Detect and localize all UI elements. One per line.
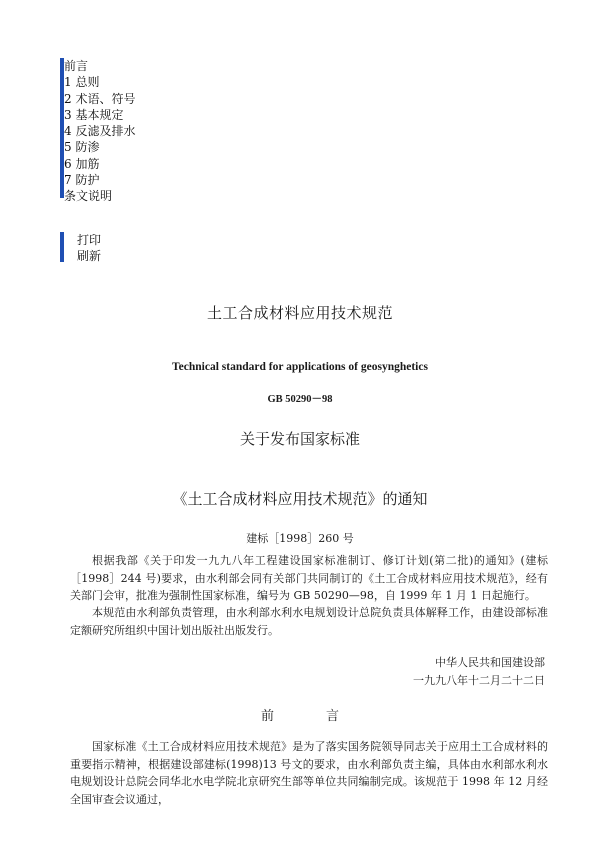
- toc-item-general[interactable]: 1 总则: [64, 75, 100, 90]
- toc-item-filtration[interactable]: 4 反滤及排水: [64, 124, 136, 139]
- notice-paragraph-1: 根据我部《关于印发一九九八年工程建设国家标准制订、修订计划(第二批)的通知》(建标［1998］244 号)要求，由水利部会同有关部门共同制订的《土工合成材料应用技术规范》，经有关部门会审，批准为强制性国家标准，编号为 GB 50290—98，自 1999 年 1 月 1 日起施行。: [70, 554, 548, 602]
- print-link[interactable]: 打印: [77, 233, 102, 247]
- toc-nav: [60, 58, 135, 205]
- document-number: 建标［1998］260 号: [246, 532, 354, 545]
- standard-code: GB 50290－98: [267, 394, 333, 405]
- notice-heading-1: 关于发布国家标准: [239, 430, 360, 448]
- doc-title-cn: 土工合成材料应用技术规范: [206, 304, 393, 322]
- toc-item-seepage[interactable]: 5 防渗: [64, 140, 100, 155]
- nav-actions: [60, 232, 101, 265]
- preface-heading-char-1: 前: [260, 709, 274, 724]
- preface-paragraph: 国家标准《土工合成材料应用技术规范》是为了落实国务院领导同志关于应用土工合成材料的重要指示精神，根据建设部建标(1998)13 号文的要求，由水利部负责主编，具体由水利部水利水电规划设计总院会同华北水电学院北京研究生部等单位共同编制完成。该规范于 1998 年 12 月经全国审查会议通过，: [70, 740, 548, 806]
- refresh-link[interactable]: 刷新: [77, 249, 102, 264]
- notice-heading-2: 《土工合成材料应用技术规范》的通知: [172, 490, 428, 508]
- preface-heading-char-2: 言: [326, 709, 340, 724]
- preface-heading: [0, 705, 600, 724]
- signature-date: 一九九八年十二月二十二日: [413, 674, 545, 687]
- toc-item-basic-rules[interactable]: 3 基本规定: [64, 107, 124, 122]
- notice-paragraph-2: 本规范由水利部负责管理，由水利部水利水电规划设计总院负责具体解释工作，由建设部标准定额研究所组织中国计划出版社出版发行。: [70, 606, 548, 637]
- toc-item-reinforcement[interactable]: 6 加筋: [64, 156, 100, 171]
- doc-title-en: Technical standard for applications of geosynghetics: [172, 361, 428, 373]
- signature-org: 中华人民共和国建设部: [435, 656, 545, 669]
- toc-item-explanation[interactable]: 条文说明: [64, 189, 113, 204]
- toc-item-protection[interactable]: 7 防护: [64, 173, 100, 188]
- toc-item-terms[interactable]: 2 术语、符号: [64, 91, 136, 106]
- toc-item-preface[interactable]: 前言: [64, 59, 89, 73]
